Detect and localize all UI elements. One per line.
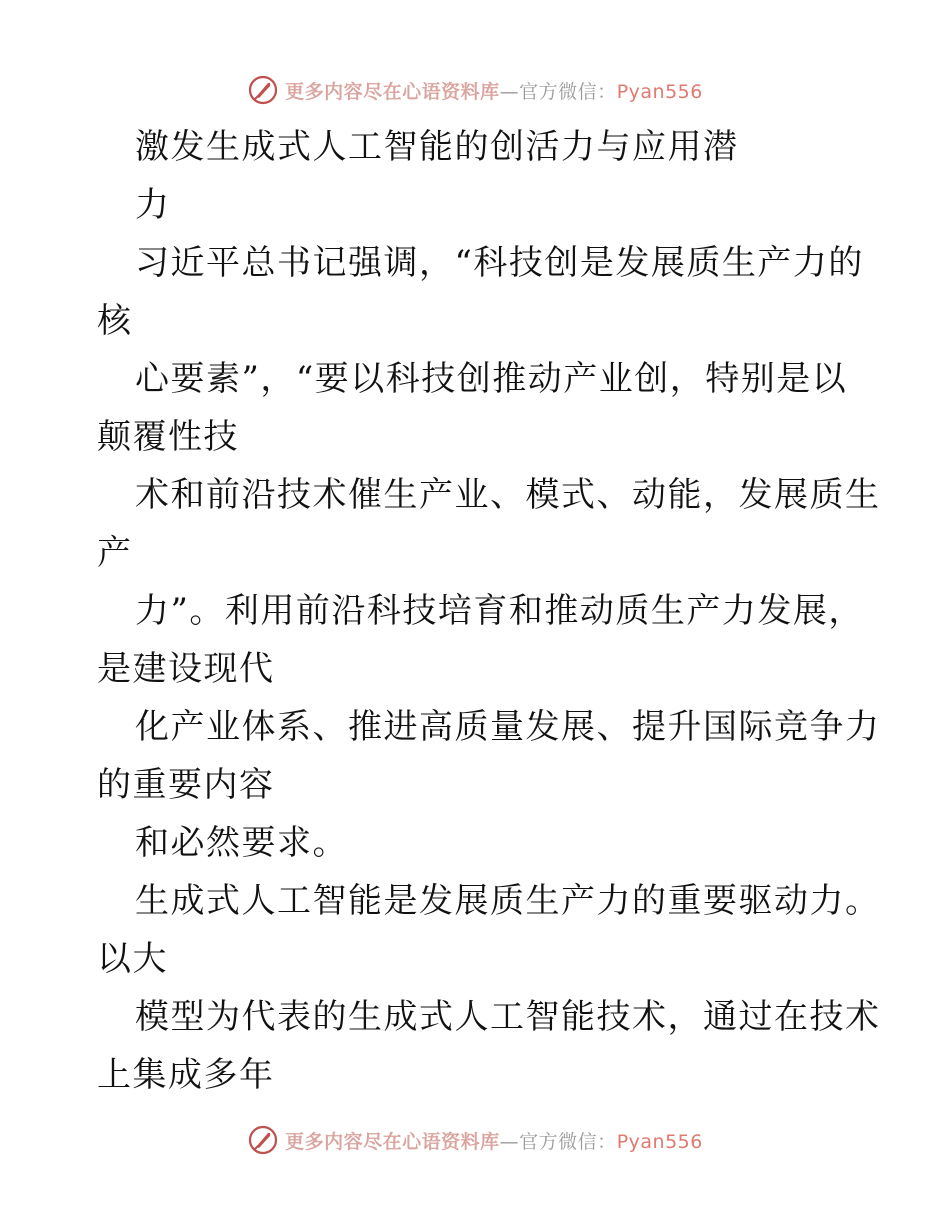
text-line: 以大 [97,939,168,979]
text-line: 是建设现代 [97,649,275,689]
text-line: 上集成多年 [97,1055,275,1095]
watermark-text [285,77,703,104]
watermark-text [285,1127,703,1154]
watermark-footer [0,1120,950,1160]
watermark-wechat-label: 官方微信： [519,1130,617,1153]
text-line: 颠覆性技 [97,417,239,457]
text-line: 模型为代表的生成式人工智能技术，通过在技术 [135,997,881,1037]
text-line: 心要素”，“要以科技创推动产业创，特别是以 [135,359,848,399]
text-line: 的重要内容 [97,765,275,805]
quill-pen-logo-icon [247,1124,279,1156]
watermark-wechat-id: Pyan556 [616,1130,703,1153]
text-line: 术和前沿技术催生产业、模式、动能，发展质生 [135,475,881,515]
document-body [97,118,881,1104]
text-line: 产 [97,533,133,573]
watermark-wechat-id: Pyan556 [616,80,703,103]
watermark-site-text: 更多内容尽在心语资料库 [285,1130,500,1153]
quill-pen-logo-icon [247,74,279,106]
watermark-wechat-label: 官方微信： [519,80,617,103]
text-line: 核 [97,301,133,341]
text-line: 激发生成式人工智能的创活力与应用潜 [135,127,739,167]
text-line: 生成式人工智能是发展质生产力的重要驱动力。 [135,881,881,921]
watermark-header [0,70,950,110]
watermark-dash: — [499,80,520,103]
text-line: 习近平总书记强调，“科技创是发展质生产力的 [135,243,864,283]
text-line: 化产业体系、推进高质量发展、提升国际竞争力 [135,707,881,747]
text-line: 力 [135,185,171,225]
text-line: 力”。利用前沿科技培育和推动质生产力发展， [135,591,864,631]
watermark-site-text: 更多内容尽在心语资料库 [285,80,500,103]
text-line: 和必然要求。 [135,823,348,863]
watermark-dash: — [499,1130,520,1153]
